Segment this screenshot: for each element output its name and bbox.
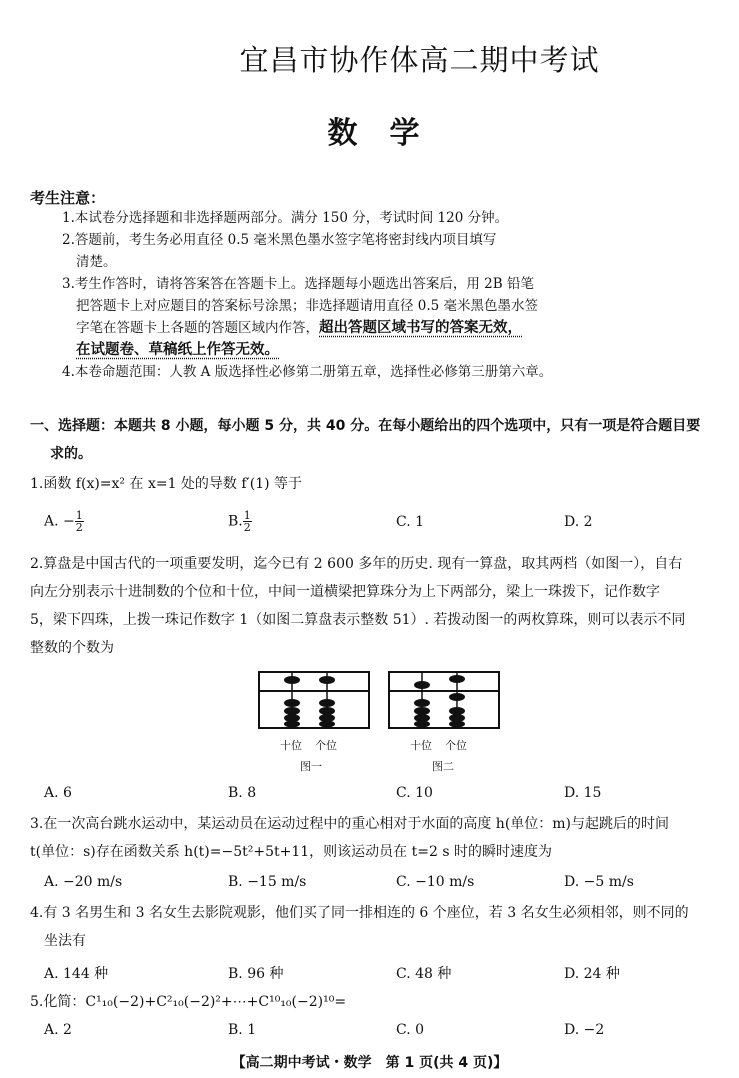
- abacus-figure-1: [259, 672, 369, 728]
- notice-line-3a: 3.考生作答时，请将答案答在答题卡上。选择题每小题选出答案后，用 2B 铅笔: [62, 276, 534, 292]
- notice-heading: 考生注意：: [30, 189, 106, 207]
- abacus-2-bead: [414, 681, 430, 689]
- abacus-2-bead: [414, 699, 430, 707]
- fig1-tens-label: 十位: [280, 739, 302, 752]
- q5-option-a[interactable]: A. 2: [44, 1022, 72, 1038]
- abacus-1-frame: [259, 672, 369, 728]
- abacus-2-bead: [449, 675, 465, 683]
- q1-option-a-prefix: A. −: [44, 513, 75, 530]
- q5-stem: 5.化简：C¹₁₀(−2)+C²₁₀(−2)²+⋯+C¹⁰₁₀(−2)¹⁰=: [30, 994, 347, 1010]
- abacus-1-bead: [284, 676, 300, 684]
- notice-emphasis-1: 超出答题区域书写的答案无效，: [319, 320, 522, 336]
- notice-line-2b: 清楚。: [76, 254, 117, 270]
- abacus-1-bead: [319, 699, 335, 707]
- notice-emphasis-2: 在试题卷、草稿纸上作答无效。: [76, 342, 279, 358]
- q4-line-1: 4.有 3 名男生和 3 名女生去影院观影，他们买了同一排相连的 6 个座位，若 3 名女生必须相邻，则不同的: [30, 905, 689, 921]
- abacus-1-bead: [284, 707, 300, 715]
- abacus-figures: [255, 668, 505, 732]
- exam-title: 宜昌市协作体高二期中考试: [239, 43, 600, 77]
- fig2-ones-label: 个位: [445, 739, 467, 752]
- q4-option-a[interactable]: A. 144 种: [44, 966, 109, 982]
- q2-stem: [30, 550, 685, 662]
- q2-option-b[interactable]: B. 8: [228, 785, 257, 801]
- q4-stem: [30, 899, 689, 955]
- notice-block: [62, 207, 552, 383]
- q1-option-d[interactable]: D. 2: [564, 514, 593, 530]
- q5-option-c[interactable]: C. 0: [396, 1022, 425, 1038]
- q2-line-1: 2.算盘是中国古代的一项重要发明，迄今已有 2 600 多年的历史. 现有一算盘，取其两档（如图一），自右: [30, 556, 683, 572]
- q1-stem: 1.函数 f(x)=x² 在 x=1 处的导数 f′(1) 等于: [30, 476, 303, 492]
- abacus-2-bead: [449, 693, 465, 701]
- subject-title: 数学: [327, 116, 452, 151]
- abacus-2-bead: [449, 721, 465, 728]
- q1-a-numerator: 1: [75, 509, 83, 522]
- abacus-1-bead: [319, 721, 335, 728]
- abacus-2-bead: [414, 707, 430, 715]
- notice-line-3c: [62, 317, 552, 339]
- q3-line-1: 3.在一次高台跳水运动中，某运动员在运动过程中的重心相对于水面的高度 h(单位：m)与起跳后的时间: [30, 816, 670, 832]
- q1-b-denominator: 2: [243, 521, 251, 534]
- q3-option-b[interactable]: B. −15 m/s: [228, 874, 307, 890]
- q4-option-d[interactable]: D. 24 种: [564, 966, 620, 982]
- notice-line-4: 4.本卷命题范围：人教 A 版选择性必修第二册第五章，选择性必修第三册第六章。: [62, 364, 553, 380]
- q1-a-denominator: 2: [75, 521, 83, 534]
- abacus-figure-2: [389, 672, 499, 728]
- notice-line-3b: 把答题卡上对应题目的答案标号涂黑；非选择题请用直径 0.5 毫米黑色墨水签: [76, 298, 539, 314]
- q2-option-a[interactable]: A. 6: [44, 785, 72, 801]
- q2-option-c[interactable]: C. 10: [396, 785, 433, 801]
- abacus-2-bead: [449, 707, 465, 715]
- page-footer: 【高二期中考试・数学 第 1 页(共 4 页)】: [231, 1055, 508, 1071]
- fig1-ones-label: 个位: [315, 739, 337, 752]
- abacus-1-bead: [319, 707, 335, 715]
- q2-line-4: 整数的个数为: [30, 640, 114, 656]
- abacus-2-frame: [389, 672, 499, 728]
- q5-option-b[interactable]: B. 1: [228, 1022, 257, 1038]
- notice-line-2a: 2.答题前，考生务必用直径 0.5 毫米黑色墨水签字笔将密封线内项目填写: [62, 232, 497, 248]
- q3-option-a[interactable]: A. −20 m/s: [44, 874, 123, 890]
- q1-option-b-fraction: [243, 510, 252, 533]
- q1-option-a[interactable]: [44, 510, 84, 533]
- section-heading-line-1: 一、选择题：本题共 8 小题，每小题 5 分，共 40 分。在每小题给出的四个选项中，只有一项是符合题目要: [30, 418, 701, 434]
- q1-b-numerator: 1: [243, 509, 251, 522]
- notice-line-1: 1.本试卷分选择题和非选择题两部分。满分 150 分，考试时间 120 分钟。: [62, 210, 509, 226]
- q4-option-c[interactable]: C. 48 种: [396, 966, 452, 982]
- abacus-1-bead: [284, 699, 300, 707]
- fig2-caption: 图二: [432, 760, 454, 773]
- q1-option-b-prefix: B.: [228, 513, 243, 530]
- fig1-caption: 图一: [300, 760, 322, 773]
- q3-stem: [30, 810, 669, 866]
- notice-line-3d: [62, 339, 552, 361]
- abacus-2-bead: [414, 721, 430, 728]
- q2-line-2: 向左分别表示十进制数的个位和十位，中间一道横梁把算珠分为上下两部分，梁上一珠拨下，记作数字: [30, 584, 660, 600]
- q1-option-c[interactable]: C. 1: [396, 514, 425, 530]
- q3-line-2: t(单位：s)存在函数关系 h(t)=−5t²+5t+11，则该运动员在 t=2 s 时的瞬时速度为: [30, 844, 552, 860]
- q2-option-d[interactable]: D. 15: [564, 785, 602, 801]
- notice-line-3c-text: 字笔在答题卡上各题的答题区域内作答，: [76, 320, 319, 336]
- q5-option-d[interactable]: D. −2: [564, 1022, 605, 1038]
- section-heading: [30, 412, 720, 468]
- q2-line-3: 5，梁下四珠，上拨一珠记作数字 1（如图二算盘表示整数 51）. 若拨动图一的两枚算珠，则可以表示不同: [30, 612, 686, 628]
- q1-option-b[interactable]: [228, 510, 252, 533]
- q1-option-a-fraction: [75, 510, 84, 533]
- q3-option-c[interactable]: C. −10 m/s: [396, 874, 475, 890]
- q4-option-b[interactable]: B. 96 种: [228, 966, 284, 982]
- q4-line-2: 坐法有: [44, 933, 86, 949]
- abacus-1-bead: [319, 676, 335, 684]
- q3-option-d[interactable]: D. −5 m/s: [564, 874, 634, 890]
- section-heading-line-2: 求的。: [50, 446, 92, 462]
- fig2-tens-label: 十位: [410, 739, 432, 752]
- abacus-1-bead: [284, 721, 300, 728]
